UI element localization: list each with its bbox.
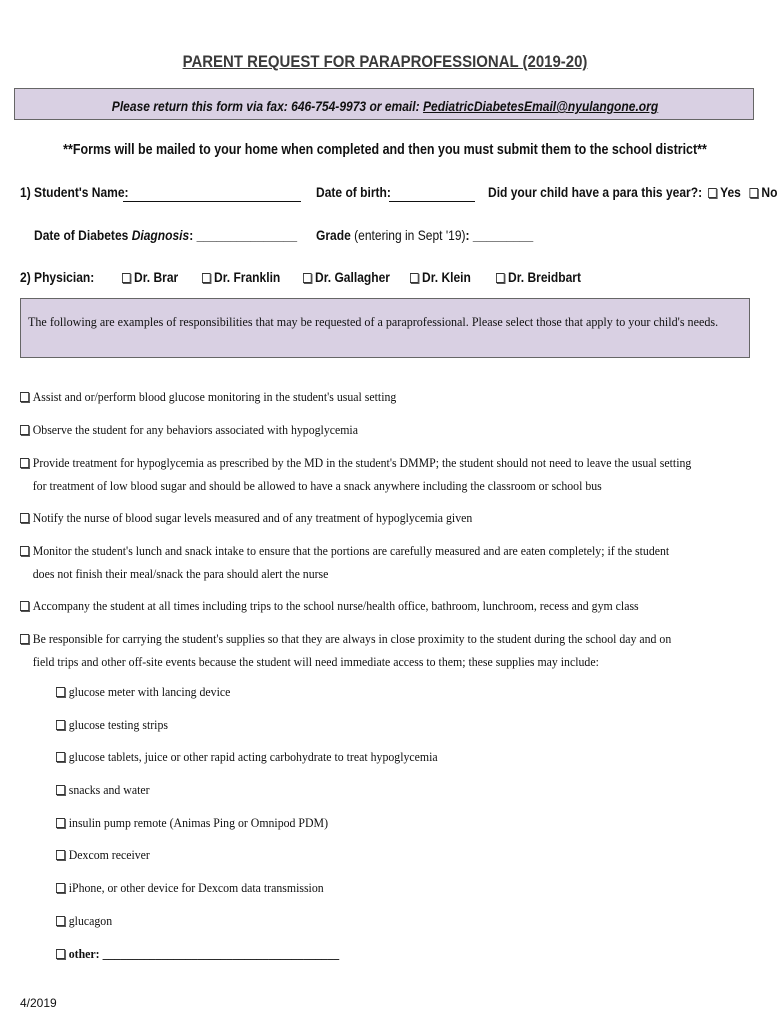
supply-item: insulin pump remote (Animas Ping or Omnipod PDM) xyxy=(56,815,328,831)
checkbox-icon[interactable] xyxy=(56,785,65,795)
checkbox-icon[interactable] xyxy=(20,546,29,556)
fax-text: Please return this form via fax: 646-754-9973 or email: xyxy=(111,98,423,114)
para-no-label: No xyxy=(761,184,777,200)
checkbox-icon[interactable] xyxy=(56,687,65,697)
physician-option-klein[interactable]: Dr. Klein xyxy=(410,269,471,285)
dob-label: Date of birth: xyxy=(316,184,391,200)
responsibility-item-continued: does not finish their meal/snack the para should alert the nurse xyxy=(32,566,329,581)
grade-field[interactable]: _________ xyxy=(469,227,534,243)
physician-option-breidbart[interactable]: Dr. Breidbart xyxy=(496,269,581,285)
responsibility-item-continued: for treatment of low blood sugar and should be allowed to have a snack anywhere including the classroom or school bus xyxy=(32,478,602,493)
responsibility-item: Be responsible for carrying the student's supplies so that they are always in close proximity to the student during the school day and on field trips and other off-site events because the student will need immediate access to them; these supplies may include: xyxy=(20,627,671,673)
supply-item-other: other: ________________________________________ xyxy=(56,946,339,962)
checkbox-icon[interactable] xyxy=(56,818,65,828)
responsibility-item-continued: field trips and other off-site events because the student will need immediate access to them; these supplies may include: xyxy=(32,654,599,669)
para-yes-label: Yes xyxy=(720,184,741,200)
grade-label: Grade xyxy=(316,227,351,243)
checkbox-icon[interactable] xyxy=(56,850,65,860)
dob-field[interactable] xyxy=(389,187,475,202)
diagnosis-label-a: Date of Diabetes xyxy=(34,227,132,243)
physician-option-franklin[interactable]: Dr. Franklin xyxy=(202,269,280,285)
supply-item: iPhone, or other device for Dexcom data transmission xyxy=(56,880,324,896)
responsibility-item: Accompany the student at all times including trips to the school nurse/health office, bathroom, lunchroom, recess and gym class xyxy=(20,594,639,617)
checkbox-icon[interactable] xyxy=(56,720,65,730)
checkbox-icon[interactable] xyxy=(56,883,65,893)
checkbox-icon[interactable] xyxy=(20,458,29,468)
checkbox-icon[interactable] xyxy=(122,273,131,283)
supply-item: glucose testing strips xyxy=(56,717,168,733)
diagnosis-label-c: : xyxy=(189,227,194,243)
mail-note: **Forms will be mailed to your home when completed and then you must submit them to the school district** xyxy=(63,142,707,158)
diagnosis-label-b: Diagnosis xyxy=(131,227,190,243)
checkbox-icon[interactable] xyxy=(20,513,29,523)
diagnosis-date-row xyxy=(34,227,297,243)
checkbox-icon[interactable] xyxy=(20,425,29,435)
student-name-field[interactable] xyxy=(123,187,301,202)
return-info-text xyxy=(54,98,716,114)
form-version-date: 4/2019 xyxy=(20,996,57,1010)
checkbox-icon[interactable] xyxy=(303,273,312,283)
grade-note: (entering in Sept '19) xyxy=(350,227,466,243)
form-title: PARENT REQUEST FOR PARAPROFESSIONAL (2019-20) xyxy=(182,52,588,71)
responsibilities-intro-text: The following are examples of responsibilities that may be requested of a paraprofessional. Please select those that apply to your child's needs. xyxy=(28,314,719,329)
responsibility-item: Provide treatment for hypoglycemia as prescribed by the MD in the student's DMMP; the student should not need to leave the usual setting for treatment of low blood sugar and should be allowed to have a snack anywhere including the classroom or school bus xyxy=(20,451,691,497)
physician-label: 2) Physician: xyxy=(20,269,95,285)
grade-colon: : xyxy=(465,227,470,243)
para-no-checkbox[interactable] xyxy=(749,188,758,198)
para-question-row xyxy=(488,184,777,200)
diagnosis-date-field[interactable]: _______________ xyxy=(196,227,298,243)
checkbox-icon[interactable] xyxy=(56,916,65,926)
other-field[interactable]: ________________________________________ xyxy=(102,946,340,961)
supply-item: glucose tablets, juice or other rapid acting carbohydrate to treat hypoglycemia xyxy=(56,749,438,765)
supply-item: glucose meter with lancing device xyxy=(56,684,230,700)
checkbox-icon[interactable] xyxy=(56,949,65,959)
checkbox-icon[interactable] xyxy=(20,634,29,644)
checkbox-icon[interactable] xyxy=(20,392,29,402)
responsibility-item: Assist and or/perform blood glucose monitoring in the student's usual setting xyxy=(20,385,396,408)
checkbox-icon[interactable] xyxy=(20,601,29,611)
checkbox-icon[interactable] xyxy=(496,273,505,283)
supply-item: glucagon xyxy=(56,913,112,929)
checkbox-icon[interactable] xyxy=(410,273,419,283)
email-link[interactable]: PediatricDiabetesEmail@nyulangone.org xyxy=(422,98,659,114)
student-name-label: 1) Student's Name: xyxy=(20,184,129,200)
checkbox-icon[interactable] xyxy=(202,273,211,283)
grade-row xyxy=(316,227,533,243)
checkbox-icon[interactable] xyxy=(56,752,65,762)
supply-item: snacks and water xyxy=(56,782,150,798)
supply-item: Dexcom receiver xyxy=(56,847,150,863)
physician-option-brar[interactable]: Dr. Brar xyxy=(122,269,178,285)
physician-option-gallagher[interactable]: Dr. Gallagher xyxy=(303,269,390,285)
responsibility-item: Monitor the student's lunch and snack intake to ensure that the portions are carefully measured and are eaten completely; if the student does not finish their meal/snack the para should alert the nurse xyxy=(20,539,669,585)
para-question-label: Did your child have a para this year?: xyxy=(488,184,703,200)
responsibility-item: Observe the student for any behaviors associated with hypoglycemia xyxy=(20,418,358,441)
para-yes-checkbox[interactable] xyxy=(708,188,717,198)
responsibility-item: Notify the nurse of blood sugar levels measured and of any treatment of hypoglycemia given xyxy=(20,506,472,529)
